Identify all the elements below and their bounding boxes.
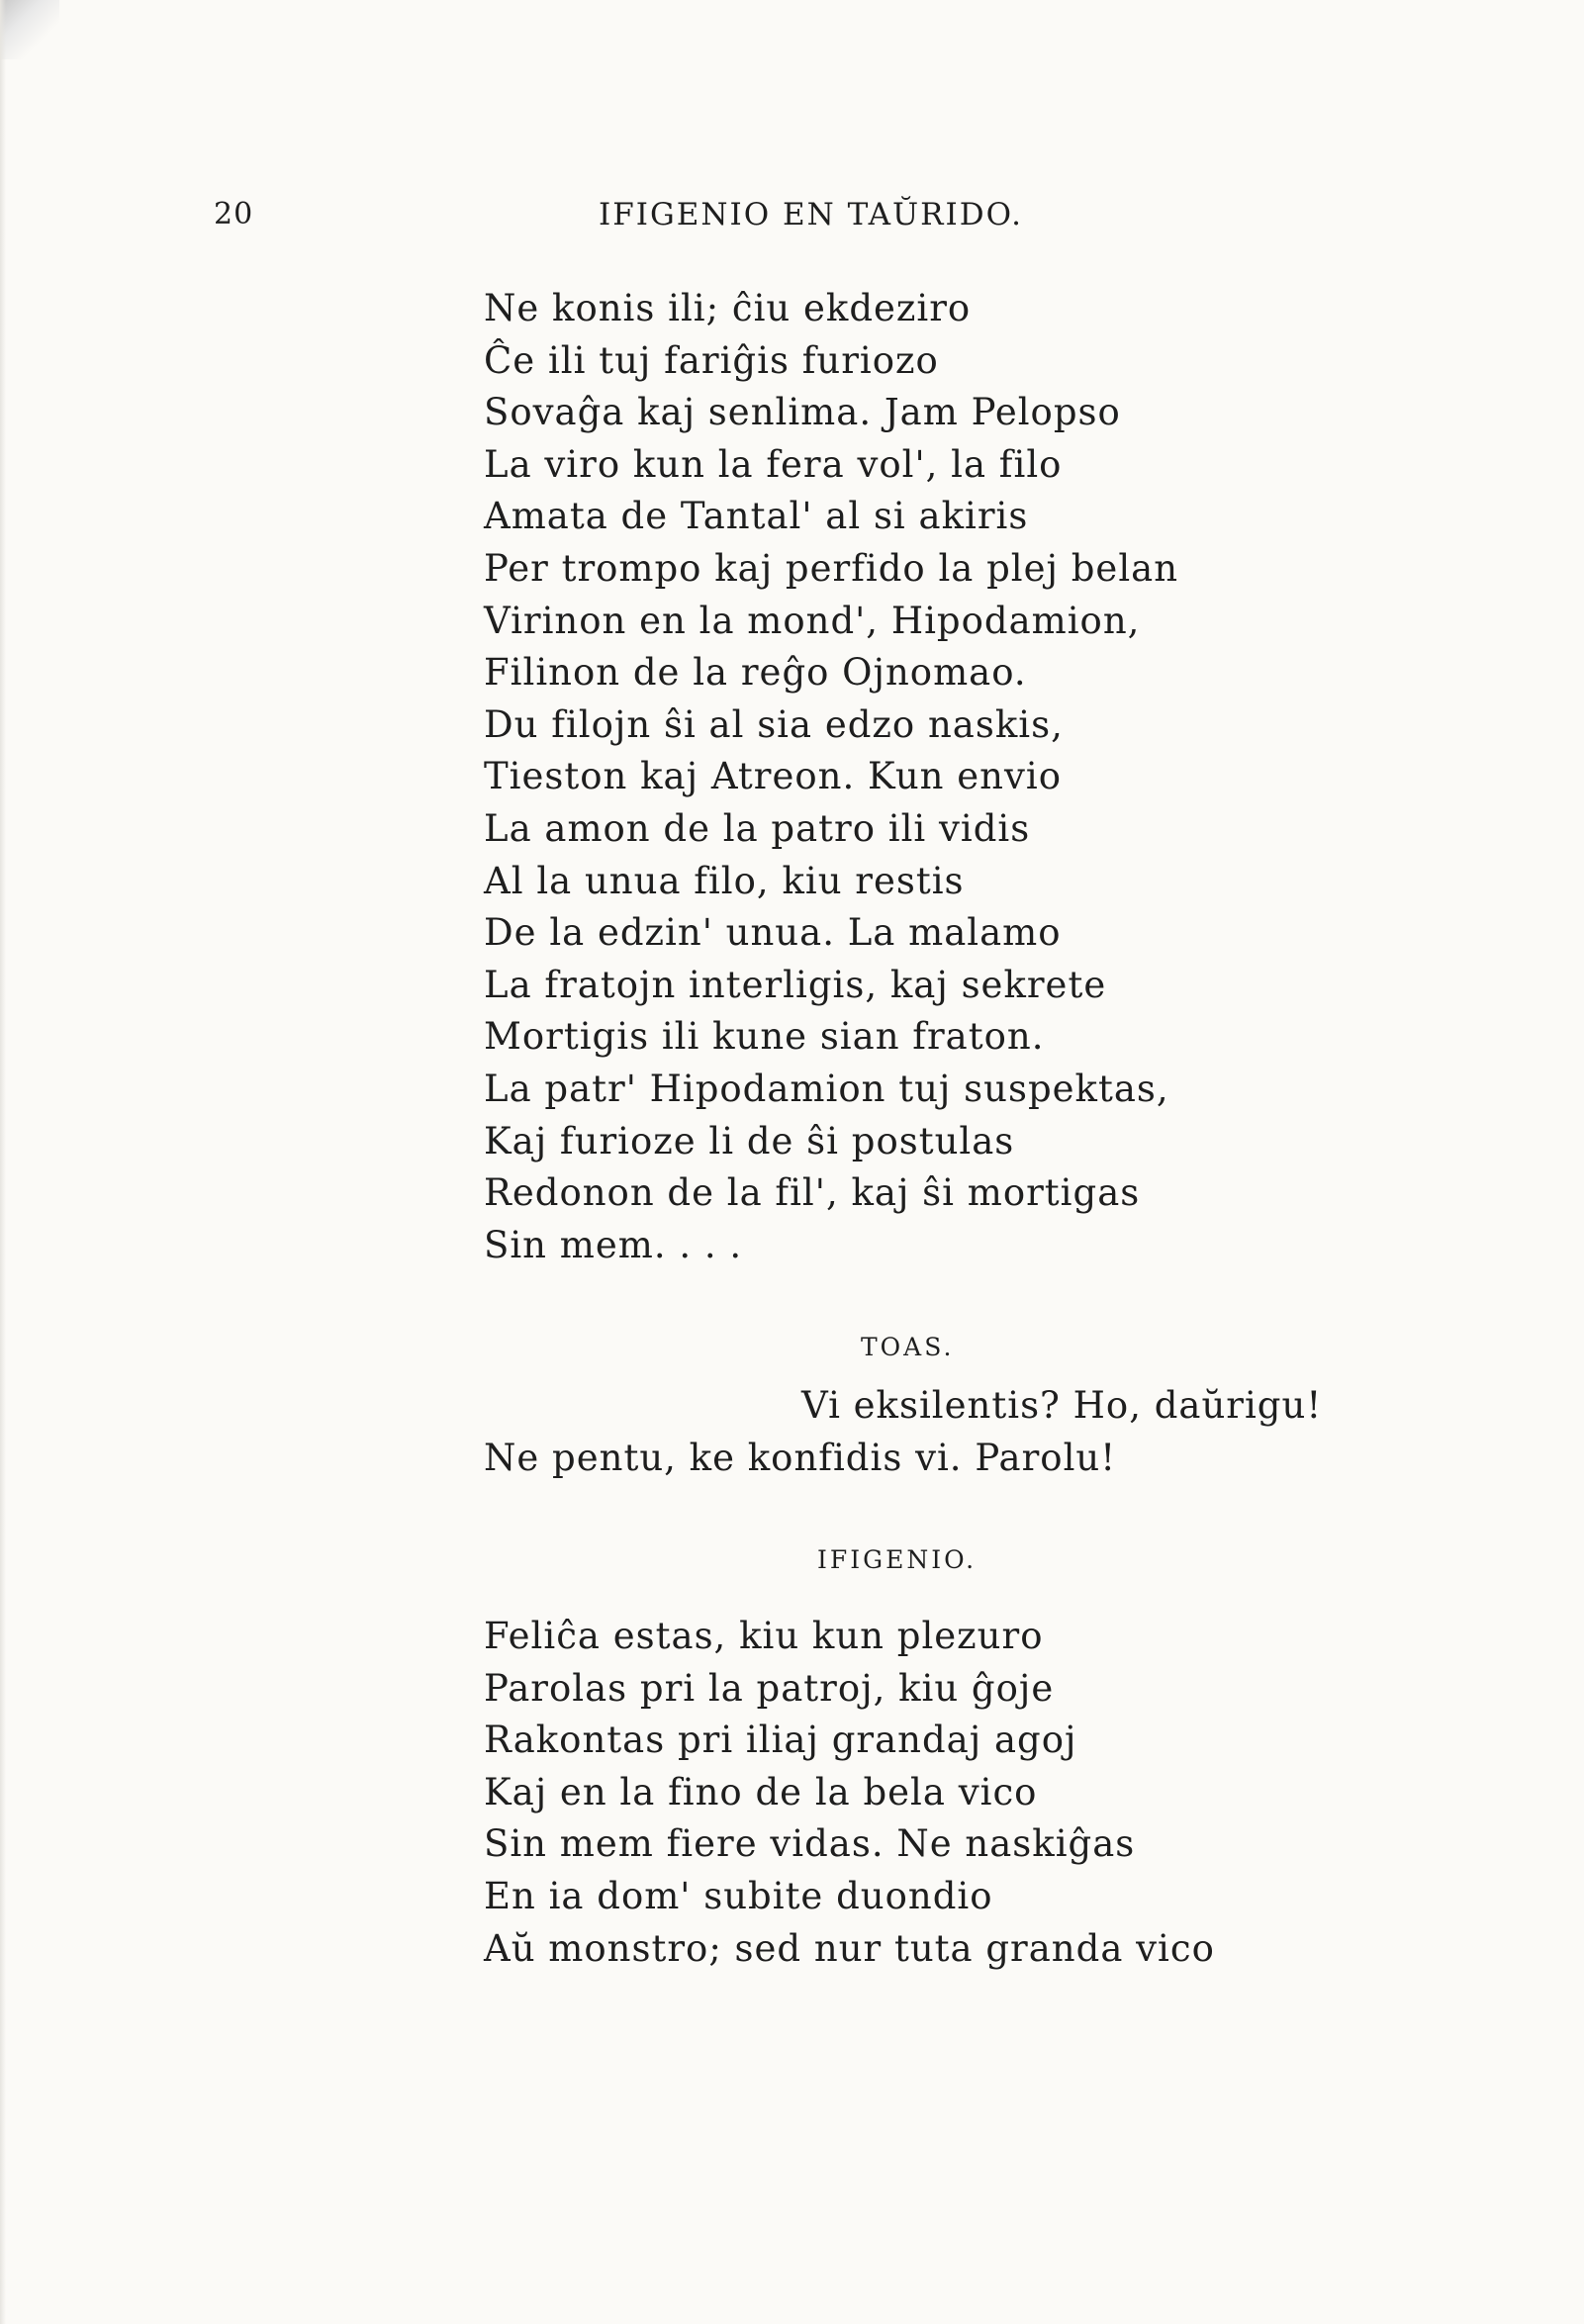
page-corner-shadow — [0, 0, 59, 59]
verse-line: Redonon de la fil', kaj ŝi mortigas — [484, 1171, 1141, 1215]
verse-line: Kaj furioze li de ŝi postulas — [484, 1119, 1015, 1162]
verse-line: Parolas pri la patroj, kiu ĝoje — [484, 1666, 1055, 1710]
verse-line-indented: Vi eksilentis? Ho, daŭrigu! — [801, 1384, 1323, 1427]
verse-line: Du filojn ŝi al sia edzo naskis, — [484, 702, 1064, 746]
verse-line: Ne pentu, ke konfidis vi. Parolu! — [484, 1437, 1117, 1479]
verse-line: Tieston kaj Atreon. Kun envio — [484, 755, 1062, 798]
verse-line: Aŭ monstro; sed nur tuta granda vico — [484, 1926, 1215, 1970]
verse-line: Sin mem fiere vidas. Ne naskiĝas — [484, 1822, 1136, 1866]
page-number: 20 — [214, 197, 254, 232]
verse-line: La viro kun la fera vol', la filo — [484, 442, 1063, 486]
verse-line: Mortigis ili kune sian fraton. — [484, 1015, 1045, 1059]
verse-line: Sovaĝa kaj senlima. Jam Pelopso — [484, 391, 1121, 434]
verse-line: Feliĉa estas, kiu kun plezuro — [484, 1615, 1044, 1657]
verse-line: Amata de Tantal' al si akiris — [484, 495, 1029, 538]
verse-block-1 — [484, 283, 1178, 1271]
verse-line: La patr' Hipodamion tuj suspektas, — [484, 1067, 1169, 1110]
page-left-edge — [0, 0, 6, 2324]
verse-line: Sin mem. . . . — [484, 1223, 743, 1266]
verse-line: De la edzin' unua. La malamo — [484, 911, 1062, 955]
verse-line: Ne konis ili; ĉiu ekdeziro — [484, 287, 972, 329]
verse-line: Per trompo kaj perfido la plej belan — [484, 546, 1179, 590]
verse-block-2 — [484, 1611, 1215, 1975]
running-title: IFIGENIO EN TAŬRIDO. — [599, 197, 1024, 232]
speaker-name-toas: TOAS. — [861, 1333, 955, 1361]
verse-line: Virinon en la mond', Hipodamion, — [484, 599, 1141, 642]
speaker-name-ifigenio: IFIGENIO. — [817, 1545, 978, 1574]
verse-line: Filinon de la reĝo Ojnomao. — [484, 651, 1027, 695]
verse-line: Rakontas pri iliaj grandaj agoj — [484, 1719, 1077, 1762]
verse-line: Kaj en la fino de la bela vico — [484, 1770, 1038, 1813]
verse-line: En ia dom' subite duondio — [484, 1874, 993, 1917]
verse-line: Ĉe ili tuj fariĝis furiozo — [484, 338, 939, 382]
verse-line: La fratojn interligis, kaj sekrete — [484, 963, 1107, 1006]
verse-line: La amon de la patro ili vidis — [484, 806, 1031, 850]
verse-line: Al la unua filo, kiu restis — [484, 859, 965, 902]
